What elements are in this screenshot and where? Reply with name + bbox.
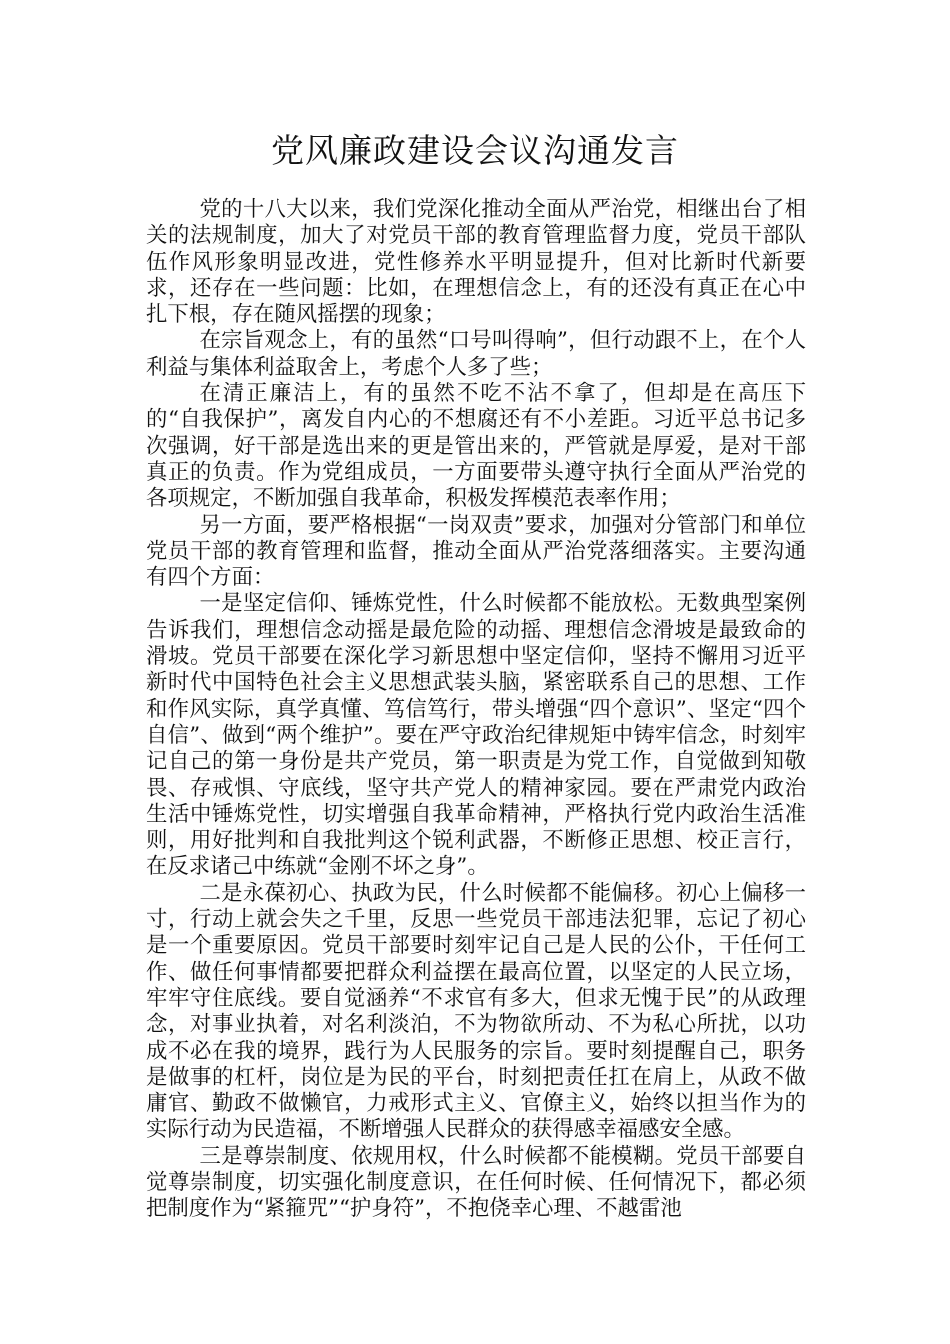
paragraph-4: 另一方面，要严格根据“一岗双责”要求，加强对分管部门和单位党员干部的教育管理和监督，推动全面从严治党落细落实。主要沟通有四个方面：	[146, 512, 806, 591]
paragraph-3: 在清正廉洁上，有的虽然不吃不沾不拿了，但却是在高压下的“自我保护”，离发自内心的不想腐还有不小差距。习近平总书记多次强调，好干部是选出来的更是管出来的，严管就是厚爱，是对干部真正的负责。作为党组成员，一方面要带头遵守执行全面从严治党的各项规定，不断加强自我革命，积极发挥模范表率作用；	[146, 381, 806, 512]
paragraph-6: 二是永葆初心、执政为民，什么时候都不能偏移。初心上偏移一寸，行动上就会失之千里，反思一些党员干部违法犯罪，忘记了初心是一个重要原因。党员干部要时刻牢记自己是人民的公仆，干任何工作、做任何事情都要把群众利益摆在最高位置，以坚定的人民立场，牢牢守住底线。要自觉涵养“不求官有多大，但求无愧于民”的从政理念，对事业执着，对名利淡泊，不为物欲所动、不为私心所扰，以功成不必在我的境界，践行为人民服务的宗旨。要时刻提醒自己，职务是做事的杠杆，岗位是为民的平台，时刻把责任扛在肩上，从政不做庸官、勤政不做懒官，力戒形式主义、官僚主义，始终以担当作为的实际行动为民造福，不断增强人民群众的获得感幸福感安全感。	[146, 880, 806, 1143]
paragraph-1: 党的十八大以来，我们党深化推动全面从严治党，相继出台了相关的法规制度，加大了对党员干部的教育管理监督力度，党员干部队伍作风形象明显改进，党性修养水平明显提升，但对比新时代新要求，还存在一些问题：比如，在理想信念上，有的还没有真正在心中扎下根，存在随风摇摆的现象；	[146, 197, 806, 328]
document-body	[146, 197, 806, 1223]
paragraph-2: 在宗旨观念上，有的虽然“口号叫得响”，但行动跟不上，在个人利益与集体利益取舍上，考虑个人多了些；	[146, 328, 806, 380]
document-title: 党风廉政建设会议沟通发言	[271, 131, 679, 170]
paragraph-7: 三是尊崇制度、依规用权，什么时候都不能模糊。党员干部要自觉尊崇制度，切实强化制度意识，在任何时候、任何情况下，都必须把制度作为“紧箍咒”“护身符”，不抱侥幸心理、不越雷池	[146, 1143, 806, 1222]
paragraph-5: 一是坚定信仰、锤炼党性，什么时候都不能放松。无数典型案例告诉我们，理想信念动摇是最危险的动摇、理想信念滑坡是最致命的滑坡。党员干部要在深化学习新思想中坚定信仰，坚持不懈用习近平新时代中国特色社会主义思想武装头脑，紧密联系自己的思想、工作和作风实际，真学真懂、笃信笃行，带头增强“四个意识”、坚定“四个自信”、做到“两个维护”。要在严守政治纪律规矩中铸牢信念，时刻牢记自己的第一身份是共产党员，第一职责是为党工作，自觉做到知敬畏、存戒惧、守底线，坚守共产党人的精神家园。要在严肃党内政治生活中锤炼党性，切实增强自我革命精神，严格执行党内政治生活准则，用好批判和自我批判这个锐利武器，不断修正思想、校正言行，在反求诸己中练就“金刚不坏之身”。	[146, 591, 806, 880]
